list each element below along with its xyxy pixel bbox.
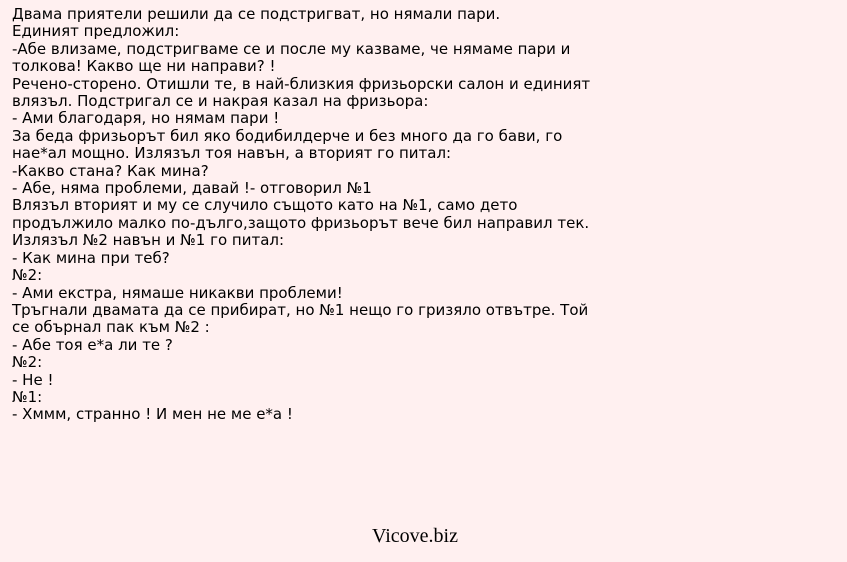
joke-line: Двама приятели решили да се подстригват, но нямали пари.: [12, 5, 501, 23]
joke-line: - Хммм, странно ! И мен не ме е*а !: [12, 405, 293, 424]
joke-line: Влязъл вторият и му се случило същото като на №1, само дето: [12, 196, 518, 215]
joke-line: №1:: [12, 387, 43, 406]
joke-line: - Не !: [12, 370, 54, 389]
joke-line: №2:: [12, 266, 43, 285]
joke-line: За беда фризьорът бил яко бодибилдерче и без много да го бави, го: [12, 126, 563, 145]
joke-line: - Абе, няма проблеми, давай !- отговорил №1: [12, 179, 372, 198]
joke-line: Излязъл №2 навън и №1 го питал:: [12, 231, 285, 250]
joke-text: [12, 6, 840, 424]
joke-line: Речено-сторено. Отишли те, в най-близкия фризьорски салон и единият: [12, 74, 591, 93]
joke-line: -Какво стана? Как мина?: [12, 161, 209, 180]
joke-line: нае*ал мощно. Излязъл тоя навън, а вторият го питал:: [12, 144, 452, 163]
site-watermark: Vicove.biz: [372, 525, 458, 547]
joke-line: Единият предложил:: [12, 22, 180, 41]
joke-line: - Ами екстра, нямаше никакви проблеми!: [12, 283, 343, 302]
joke-line: - Как мина при теб?: [12, 248, 170, 267]
joke-line: се обърнал пак към №2 :: [12, 318, 210, 337]
joke-line: - Абе тоя е*а ли те ?: [12, 335, 173, 354]
joke-line: Тръгнали двамата да се прибират, но №1 нещо го гризяло отвътре. Той: [12, 300, 589, 319]
joke-line: - Ами благодаря, но нямам пари !: [12, 109, 280, 128]
joke-line: продължило малко по-дълго,защото фризьорът вече бил направил тек.: [12, 213, 590, 232]
joke-line: влязъл. Подстригал се и накрая казал на фризьора:: [12, 92, 429, 111]
joke-line: №2:: [12, 353, 43, 372]
joke-line: -Абе влизаме, подстригваме се и после му казваме, че нямаме пари и: [12, 39, 571, 58]
joke-line: толкова! Какво ще ни направи? !: [12, 57, 276, 76]
